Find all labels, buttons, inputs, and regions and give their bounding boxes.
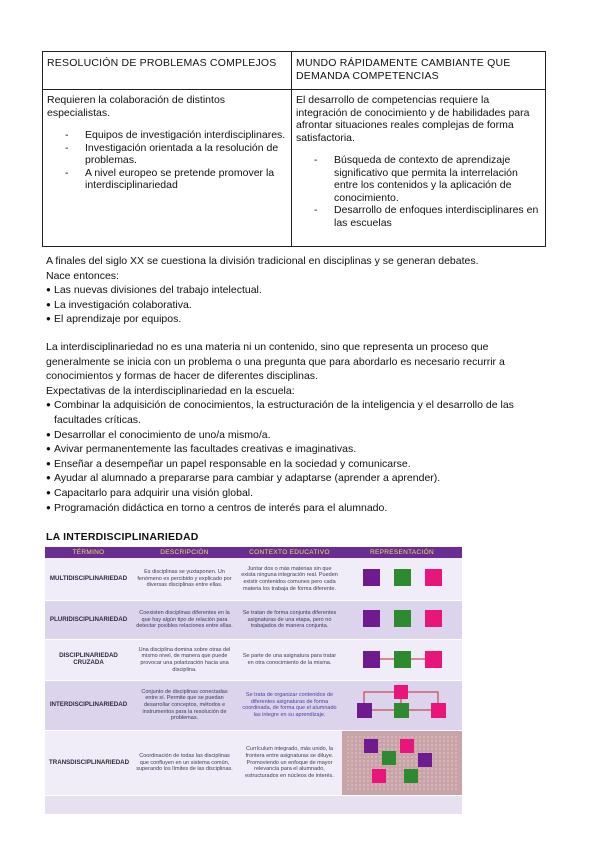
- description-cell: Coordinación de todas las disciplinas que confluyen en un sistema común, superando los límites de las disciplinas.: [132, 730, 237, 796]
- representation-cell: [342, 730, 462, 796]
- interdisciplinarity-figure: [45, 547, 462, 814]
- section-origins: [46, 254, 550, 327]
- col2-body: [292, 90, 546, 247]
- purple-square: [363, 651, 380, 668]
- pink-square: [425, 651, 442, 668]
- term-cell: INTERDISCIPLINARIEDAD: [45, 681, 132, 731]
- col2-intro: El desarrollo de competencias requiere la integración de conocimiento y de habilidades para afrontar situaciones reales complejas de forma satisfactoria.: [296, 94, 530, 144]
- col1-intro: Requieren la colaboración de distintos especialistas.: [47, 94, 226, 119]
- term-cell: TRANSDISCIPLINARIEDAD: [45, 730, 132, 796]
- term-cell: MULTIDISCIPLINARIEDAD: [45, 558, 132, 601]
- purple-square: [418, 753, 432, 767]
- interdisciplinary-diagram: [342, 681, 462, 727]
- green-square: [394, 569, 411, 586]
- purple-square: [357, 703, 372, 718]
- term-cell: DISCIPLINARIEDAD CRUZADA: [45, 640, 132, 681]
- green-square: [382, 751, 396, 765]
- description-cell: Es disciplinas se yuxtaponen. Un fenómeno es percibido y explicado por diversas disciplinas entre ellas.: [132, 558, 237, 601]
- figure-title: LA INTERDISCIPLINARIEDAD: [46, 531, 199, 543]
- representation-cell: [342, 558, 462, 601]
- purple-square: [364, 739, 378, 753]
- pink-square: [394, 685, 408, 699]
- cross-disciplinary-diagram: [342, 641, 462, 677]
- col1-list: [47, 129, 287, 192]
- green-square: [394, 651, 411, 668]
- description-cell: Coexisten disciplinas diferentes en la que hay algún tipo de relación para detectar posibles relaciones entre ellas.: [132, 601, 237, 640]
- paragraph: La interdisciplinariedad no es una materia ni un contenido, sino que representa un proceso que generalmente se inicia con un problema o una pregunta que para abordarlo es necesario recurrir a conocimientos y formas de hacer de diferentes disciplinas.: [46, 341, 505, 383]
- list-item: - Equipos de investigación interdisciplinares.: [65, 129, 287, 142]
- arrow: [364, 692, 394, 703]
- representation-cell: [342, 640, 462, 681]
- terms-table: [45, 547, 462, 796]
- pink-square: [425, 569, 442, 586]
- col2-header: MUNDO RÁPIDAMENTE CAMBIANTE QUE DEMANDA COMPETENCIAS: [292, 52, 546, 90]
- bullet-item: ● La investigación colaborativa.: [46, 298, 550, 313]
- header-term: TÉRMINO: [45, 547, 132, 558]
- bullet-item: ● Desarrollar el conocimiento de uno/a mismo/a.: [46, 428, 550, 443]
- list-item: - Búsqueda de contexto de aprendizaje significativo que permita la interrelación entre los contenidos y la aplicación de conocimiento.: [314, 154, 541, 204]
- green-square: [394, 703, 409, 718]
- representation-cell: [342, 681, 462, 731]
- arrow: [408, 692, 438, 703]
- bullet-item: ● Combinar la adquisición de conocimientos, la estructuración de la inteligencia y el desarrollo de las facultades críticas.: [46, 398, 550, 427]
- description-cell: Conjunto de disciplinas conectadas entre sí. Permite que se puedan desarrollar conceptos, métodos e instrumentos para la resolución de problemas.: [132, 681, 237, 731]
- header-description: DESCRIPCIÓN: [132, 547, 237, 558]
- table-row: [45, 558, 462, 601]
- pink-square: [400, 739, 414, 753]
- multidisciplinary-diagram: [342, 559, 462, 597]
- bullet-item: ● Enseñar a desempeñar un papel responsable en la sociedad y comunicarse.: [46, 457, 550, 472]
- table-row: [45, 730, 462, 796]
- pink-square: [425, 610, 442, 627]
- description-cell: Una disciplina domina sobre otras del mismo nivel, de manera que puede provocar una polarización hacia una disciplina.: [132, 640, 237, 681]
- bullet-item: ● Programación didáctica en torno a centros de interés para el alumnado.: [46, 501, 550, 516]
- header-context: CONTEXTO EDUCATIVO: [237, 547, 342, 558]
- context-cell: Se tratan de forma conjunta diferentes asignaturas de una etapa, pero no trabajados de manera conjunta.: [237, 601, 342, 640]
- col1-header: RESOLUCIÓN DE PROBLEMAS COMPLEJOS: [43, 52, 292, 90]
- paragraph: Expectativas de la interdisciplinariedad en la escuela:: [46, 384, 295, 397]
- bullet-item: ● Ayudar al alumnado a prepararse para cambiar y adaptarse (aprender a aprender).: [46, 471, 550, 486]
- paragraph: A finales del siglo XX se cuestiona la división tradicional en disciplinas y se generan debates.: [46, 255, 479, 267]
- bullet-item: ● Las nuevas divisiones del trabajo intelectual.: [46, 283, 550, 298]
- transdisciplinary-diagram: [342, 731, 462, 793]
- list-item: - Desarrollo de enfoques interdisciplinares en las escuelas: [314, 204, 541, 229]
- context-cell: Juntar dos o más materias sin que exista ninguna integración real. Pueden existir contenidos comunes pero cada materia los trabaja de forma diferente.: [237, 558, 342, 601]
- section-expectations: [46, 340, 550, 515]
- pink-square: [372, 769, 386, 783]
- col1-body: [43, 90, 292, 247]
- list-item: - Investigación orientada a la resolución de problemas.: [65, 142, 287, 167]
- pluridisciplinary-diagram: [342, 602, 462, 636]
- list-item: - A nivel europeo se pretende promover la interdisciplinariedad: [65, 167, 287, 192]
- table-row: [45, 601, 462, 640]
- bullet-item: ● Avivar permanentemente las facultades creativas e imaginativas.: [46, 442, 550, 457]
- pink-square: [431, 703, 446, 718]
- bullet-item: ● El aprendizaje por equipos.: [46, 312, 550, 327]
- term-cell: PLURIDISCIPLINARIEDAD: [45, 601, 132, 640]
- purple-square: [363, 569, 380, 586]
- green-square: [394, 610, 411, 627]
- context-cell: Se trata de organizar contenidos de diferentes asignaturas de forma coordinada, de forma que el alumnado las integre en su aprendizaje.: [237, 681, 342, 731]
- purple-square: [363, 610, 380, 627]
- green-square: [404, 769, 418, 783]
- comparison-table: [42, 51, 546, 247]
- table-row: [45, 640, 462, 681]
- table-row: [45, 681, 462, 731]
- paragraph: Nace entonces:: [46, 269, 119, 282]
- representation-cell: [342, 601, 462, 640]
- col2-list: [296, 154, 541, 229]
- context-cell: Se parte de una asignatura para tratar en otra conocimiento de la misma.: [237, 640, 342, 681]
- context-cell: Currículum integrado, más unido, la frontera entre asignaturas se diluye. Promoviendo un enfoque de mayor relevancia para el alumnado, estructurados en núcleos de interés.: [237, 730, 342, 796]
- header-representation: REPRESENTACIÓN: [342, 547, 462, 558]
- bullet-item: ● Capacitarlo para adquirir una visión global.: [46, 486, 550, 501]
